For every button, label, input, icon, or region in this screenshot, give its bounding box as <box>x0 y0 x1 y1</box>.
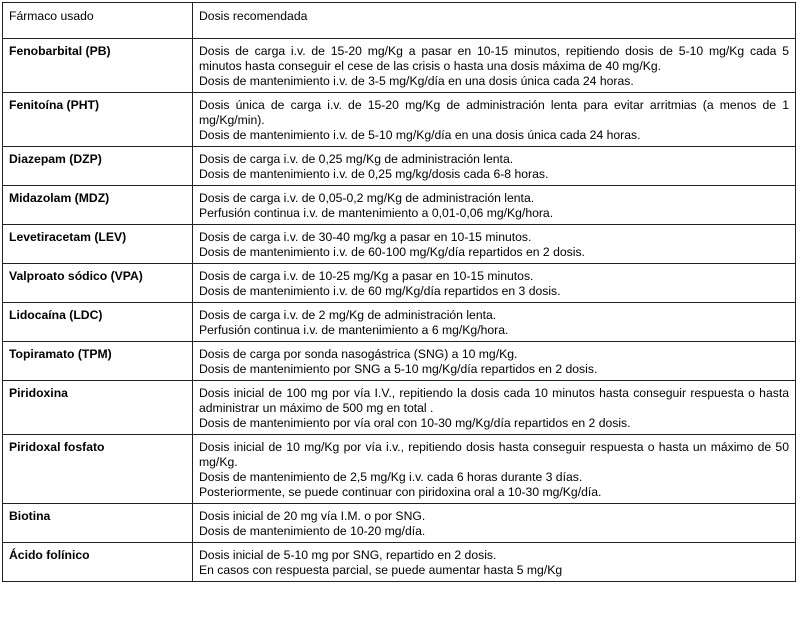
dose-line: Dosis de carga i.v. de 2 mg/Kg de administración lenta. <box>199 308 497 322</box>
table-row <box>3 435 796 504</box>
table-row <box>3 225 796 264</box>
drug-name: Biotina <box>3 504 193 543</box>
dose-line: Dosis de mantenimiento i.v. de 3-5 mg/Kg/día en una dosis única cada 24 horas. <box>199 74 634 88</box>
table-row <box>3 39 796 93</box>
dose-cell <box>193 93 796 147</box>
dose-line: Dosis inicial de 10 mg/Kg por vía i.v., repitiendo dosis hasta conseguir respuesta o hasta un máximo de 50 mg/Kg. <box>199 440 789 469</box>
drug-name: Ácido folínico <box>3 543 193 582</box>
dose-line: Dosis de mantenimiento por SNG a 5-10 mg/Kg/día repartidos en 2 dosis. <box>199 362 598 376</box>
dose-line: Dosis inicial de 20 mg vía I.M. o por SNG. <box>199 509 426 523</box>
dose-line: Dosis de mantenimiento por vía oral con 10-30 mg/Kg/día repartidos en 2 dosis. <box>199 416 631 430</box>
dose-cell <box>193 435 796 504</box>
dose-line: Dosis de mantenimiento de 2,5 mg/Kg i.v. cada 6 horas durante 3 días. <box>199 470 583 484</box>
dose-cell <box>193 264 796 303</box>
dose-line: Dosis inicial de 5-10 mg por SNG, repartido en 2 dosis. <box>199 548 497 562</box>
table-row <box>3 504 796 543</box>
dose-cell <box>193 225 796 264</box>
dose-line: Dosis de carga i.v. de 0,25 mg/Kg de administración lenta. <box>199 152 514 166</box>
table-row <box>3 264 796 303</box>
dose-cell <box>193 147 796 186</box>
drug-name: Topiramato (TPM) <box>3 342 193 381</box>
dose-line: Dosis de mantenimiento i.v. de 60-100 mg/Kg/día repartidos en 2 dosis. <box>199 245 585 259</box>
table-row <box>3 147 796 186</box>
drug-name: Piridoxina <box>3 381 193 435</box>
dose-line: Posteriormente, se puede continuar con piridoxina oral a 10-30 mg/Kg/día. <box>199 485 602 499</box>
header-dose: Dosis recomendada <box>193 3 796 39</box>
drug-name: Diazepam (DZP) <box>3 147 193 186</box>
table-row <box>3 93 796 147</box>
drug-name: Valproato sódico (VPA) <box>3 264 193 303</box>
dose-line: Dosis de carga i.v. de 10-25 mg/Kg a pasar en 10-15 minutos. <box>199 269 534 283</box>
table-row <box>3 342 796 381</box>
dose-cell <box>193 303 796 342</box>
header-row <box>3 3 796 39</box>
dose-line: Dosis de mantenimiento i.v. de 60 mg/Kg/día repartidos en 3 dosis. <box>199 284 561 298</box>
dose-line: Dosis de carga i.v. de 30-40 mg/kg a pasar en 10-15 minutos. <box>199 230 532 244</box>
dose-line: Dosis de mantenimiento i.v. de 5-10 mg/Kg/día en una dosis única cada 24 horas. <box>199 128 641 142</box>
dose-line: Perfusión continua i.v. de mantenimiento a 0,01-0,06 mg/Kg/hora. <box>199 206 554 220</box>
dose-line: Dosis de mantenimiento i.v. de 0,25 mg/kg/dosis cada 6-8 horas. <box>199 167 549 181</box>
dose-cell <box>193 39 796 93</box>
dose-line: En casos con respuesta parcial, se puede aumentar hasta 5 mg/Kg <box>199 563 563 577</box>
dose-line: Perfusión continua i.v. de mantenimiento a 6 mg/Kg/hora. <box>199 323 509 337</box>
dose-line: Dosis de mantenimiento de 10-20 mg/día. <box>199 524 426 538</box>
drug-name: Levetiracetam (LEV) <box>3 225 193 264</box>
table-row <box>3 303 796 342</box>
dose-cell <box>193 504 796 543</box>
dosage-table <box>2 2 796 582</box>
dose-cell <box>193 381 796 435</box>
drug-name: Fenitoína (PHT) <box>3 93 193 147</box>
table-row <box>3 543 796 582</box>
dose-line: Dosis de carga i.v. de 0,05-0,2 mg/Kg de administración lenta. <box>199 191 535 205</box>
drug-name: Lidocaína (LDC) <box>3 303 193 342</box>
drug-name: Midazolam (MDZ) <box>3 186 193 225</box>
dose-line: Dosis inicial de 100 mg por vía I.V., repitiendo la dosis cada 10 minutos hasta conseguir respuesta o hasta administrar un máximo de 500 mg en total . <box>199 386 789 415</box>
dose-cell <box>193 342 796 381</box>
dose-line: Dosis de carga i.v. de 15-20 mg/Kg a pasar en 10-15 minutos, repitiendo dosis de 5-10 mg/Kg cada 5 minutos hasta conseguir el cese de las crisis o hasta una dosis máxima de 40 mg/Kg. <box>199 44 789 73</box>
drug-name: Piridoxal fosfato <box>3 435 193 504</box>
dose-line: Dosis de carga por sonda nasogástrica (SNG) a 10 mg/Kg. <box>199 347 518 361</box>
drug-name: Fenobarbital (PB) <box>3 39 193 93</box>
dose-cell <box>193 186 796 225</box>
dose-line: Dosis única de carga i.v. de 15-20 mg/Kg de administración lenta para evitar arritmias (a menos de 1 mg/Kg/min). <box>199 98 789 127</box>
table-row <box>3 186 796 225</box>
table-row <box>3 381 796 435</box>
header-drug: Fármaco usado <box>3 3 193 39</box>
dose-cell <box>193 543 796 582</box>
